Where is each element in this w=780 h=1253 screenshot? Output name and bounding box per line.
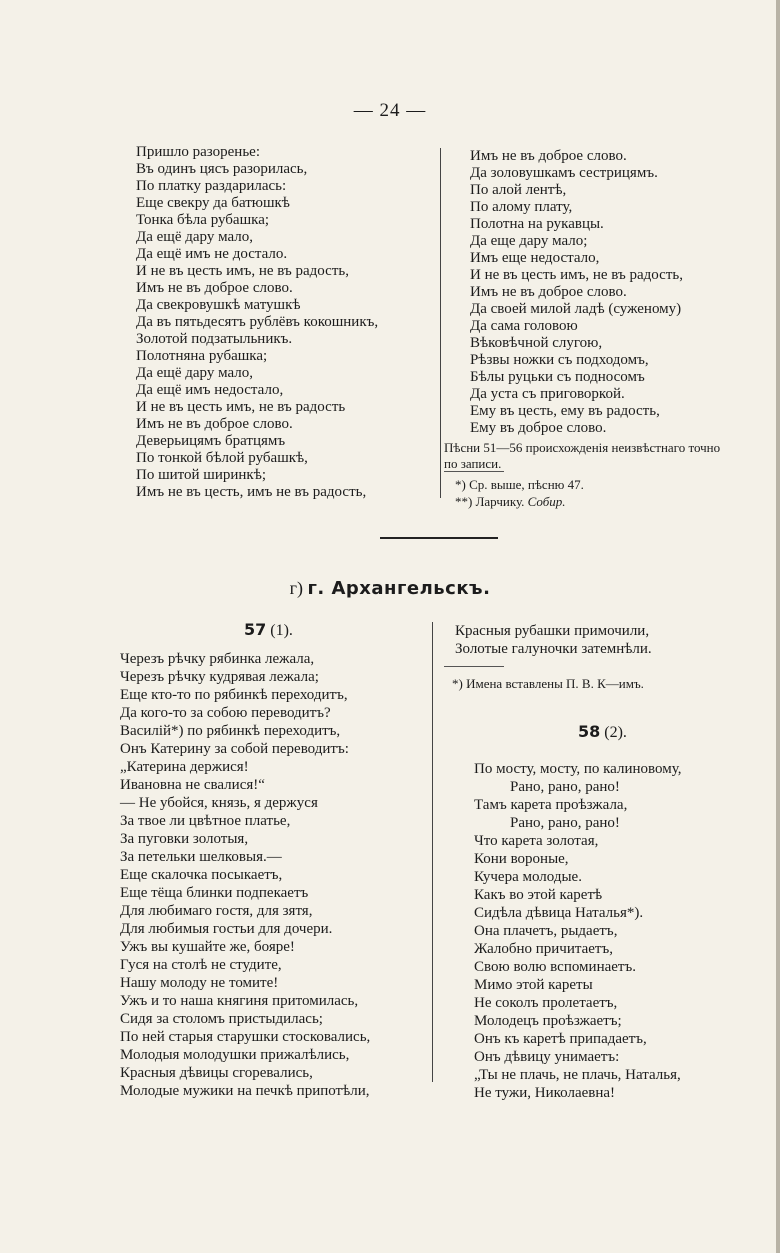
verse-line: Ужъ и то наша княгиня притомилась,: [120, 993, 359, 1009]
section-heading: [0, 578, 780, 599]
verse-line: Имъ не въ доброе слово.: [470, 148, 627, 164]
verse-line: Красныя дѣвицы сгоревались,: [120, 1065, 313, 1081]
verse-line: Полотна на рукавцы.: [470, 216, 604, 232]
verse-line: Да уста съ приговоркой.: [470, 386, 625, 402]
verse-line: Гуся на столѣ не студите,: [120, 957, 282, 973]
verse-line: „Катерина держися!: [120, 759, 249, 775]
song-number: 58: [578, 722, 601, 741]
verse-line: Да ещё дару мало,: [136, 229, 254, 245]
verse-refrain: Рано, рано, рано!: [510, 815, 620, 831]
verse-line: Да сама головою: [470, 318, 578, 334]
verse-line: Для любимаго гостя, для зятя,: [120, 903, 313, 919]
section-rule: [380, 537, 498, 539]
verse-line: По алой лентѣ,: [470, 182, 567, 198]
verse-line: По ней старыя старушки стосковались,: [120, 1029, 371, 1045]
page-number: — 24 —: [353, 100, 427, 121]
verse-line: Ему въ доброе слово.: [470, 420, 607, 436]
verse-line: Молодые мужики на печкѣ припотѣли,: [120, 1083, 370, 1099]
verse-line: Да ещё дару мало,: [136, 365, 254, 381]
footnote: [455, 493, 584, 510]
verse-line: Молодыя молодушки прижалѣлись,: [120, 1047, 350, 1063]
bottom-right-continuation: [455, 622, 652, 658]
attribution-line: Пѣсни 51—56 происхожденія неизвѣстнаго точно: [444, 440, 721, 455]
verse-line: Нашу молоду не томите!: [120, 975, 279, 991]
footnote-rule-top: [444, 471, 504, 472]
verse-line: Не тужи, Николаевна!: [474, 1085, 616, 1101]
verse-line: За твое ли цвѣтное платье,: [120, 813, 291, 829]
verse-line: Да ещё имъ недостало,: [136, 382, 284, 398]
source-attribution: [444, 440, 720, 472]
verse-line: Золотые галуночки затемнѣли.: [455, 641, 652, 657]
verse-line: Онъ дѣвицу унимаетъ:: [474, 1049, 620, 1065]
verse-line: Да золовушкамъ сестрицямъ.: [470, 165, 658, 181]
column-divider-bottom: [432, 622, 433, 1082]
verse-line: — Не убойся, князь, я держуся: [120, 795, 318, 811]
verse-line: Молодецъ проѣзжаетъ;: [474, 1013, 622, 1029]
verse-line: Что карета золотая,: [474, 833, 599, 849]
verse-line: Еще свекру да батюшкѣ: [136, 195, 290, 211]
verse-line: Онъ Катерину за собой переводитъ:: [120, 741, 349, 757]
verse-line: Имъ не въ доброе слово.: [136, 280, 293, 296]
verse-line: Имъ не въ цесть, имъ не въ радость,: [136, 484, 367, 500]
verse-line: Золотой подзатыльникъ.: [136, 331, 293, 347]
verse-line: Пришло разоренье:: [136, 144, 260, 160]
verse-refrain: Рано, рано, рано!: [510, 779, 620, 795]
section-prefix: г): [289, 578, 303, 598]
verse-line: Черезъ рѣчку кудрявая лежала;: [120, 669, 319, 685]
verse-line: За пуговки золотыя,: [120, 831, 249, 847]
song-58-text: [474, 760, 681, 1102]
top-right-column: [470, 148, 683, 437]
song-index: (1).: [270, 622, 293, 639]
verse-line: Какъ во этой каретѣ: [474, 887, 603, 903]
verse-line: Тамъ карета проѣзжала,: [474, 797, 628, 813]
verse-line: Свою волю вспоминаетъ.: [474, 959, 636, 975]
verse-line: Онъ къ каретѣ припадаетъ,: [474, 1031, 647, 1047]
verse-line: Василій*) по рябинкѣ переходитъ,: [120, 723, 341, 739]
verse-line: Еще скалочка посыкаетъ,: [120, 867, 283, 883]
verse-line: „Ты не плачь, не плачь, Наталья,: [474, 1067, 681, 1083]
column-divider-top: [440, 148, 441, 498]
attribution-line: по записи.: [444, 456, 502, 471]
footnote-abbrev: Собир.: [527, 494, 566, 509]
bottom-left-column: [120, 650, 370, 1100]
verse-line: Кони вороные,: [474, 851, 569, 867]
verse-line: Бѣлы руцьки съ подносомъ: [470, 369, 645, 385]
song-number-57: [244, 620, 293, 640]
verse-line: По платку раздарилась:: [136, 178, 287, 194]
verse-line: Жалобно причитаетъ,: [474, 941, 613, 957]
verse-line: Да своей милой ладѣ (суженому): [470, 301, 682, 317]
section-title: г. Архангельскъ.: [307, 578, 491, 599]
verse-line: Красныя рубашки примочили,: [455, 623, 650, 639]
verse-line: По мосту, мосту, по калиновому,: [474, 761, 682, 777]
verse-line: Ужъ вы кушайте же, бояре!: [120, 939, 295, 955]
verse-line: По шитой ширинкѣ;: [136, 467, 267, 483]
footnotes-top: [455, 476, 584, 510]
song-number: 57: [244, 620, 267, 639]
verse-line: Сидѣла дѣвица Наталья*).: [474, 905, 644, 921]
verse-line: Имъ не въ доброе слово.: [470, 284, 627, 300]
verse-line: Не соколъ пролетаетъ,: [474, 995, 618, 1011]
verse-line: И не въ цесть имъ, не въ радость: [136, 399, 346, 415]
footnote-rule-bottom: [444, 666, 504, 667]
verse-line: По тонкой бѣлой рубашкѣ,: [136, 450, 308, 466]
top-left-column: [136, 144, 378, 501]
page-edge-shadow: [776, 0, 780, 1253]
verse-line: Еще тёща блинки подпекаетъ: [120, 885, 309, 901]
verse-line: Да еще дару мало;: [470, 233, 588, 249]
song-index: (2).: [604, 724, 627, 741]
footnote-bottom: *) Имена вставлены П. В. К—имъ.: [452, 676, 644, 691]
verse-line: Тонка бѣла рубашка;: [136, 212, 270, 228]
verse-line: Ему въ цесть, ему въ радость,: [470, 403, 660, 419]
verse-line: Она плачетъ, рыдаетъ,: [474, 923, 618, 939]
verse-line: Для любимыя гостьи для дочери.: [120, 921, 333, 937]
verse-line: Сидя за столомъ пристыдилась;: [120, 1011, 323, 1027]
verse-line: Деверьицямъ братцямъ: [136, 433, 286, 449]
verse-line: Еще кто-то по рябинкѣ переходитъ,: [120, 687, 348, 703]
verse-line: Ивановна не свалися!“: [120, 777, 265, 793]
verse-line: Въ одинъ цясъ разорилась,: [136, 161, 308, 177]
verse-line: И не въ цесть имъ, не въ радость,: [470, 267, 683, 283]
verse-line: Да кого-то за собою переводитъ?: [120, 705, 331, 721]
footnote-text: **) Ларчику.: [455, 494, 525, 509]
verse-line: Вѣковѣчной слугою,: [470, 335, 603, 351]
verse-line: Черезъ рѣчку рябинка лежала,: [120, 651, 315, 667]
verse-line: За петельки шелковыя.—: [120, 849, 282, 865]
verse-line: Да въ пятьдесятъ рублёвъ кокошникъ,: [136, 314, 379, 330]
verse-line: Да свекровушкѣ матушкѣ: [136, 297, 301, 313]
verse-line: И не въ цесть имъ, не въ радость,: [136, 263, 349, 279]
song-number-58: [578, 722, 627, 742]
verse-line: Полотняна рубашка;: [136, 348, 268, 364]
verse-line: Имъ еще недостало,: [470, 250, 600, 266]
verse-line: По алому плату,: [470, 199, 573, 215]
verse-line: Да ещё имъ не достало.: [136, 246, 288, 262]
footnote: *) Ср. выше, пѣсню 47.: [455, 477, 584, 492]
verse-line: Имъ не въ доброе слово.: [136, 416, 293, 432]
verse-line: Кучера молодые.: [474, 869, 582, 885]
verse-line: Рѣзвы ножки съ подходомъ,: [470, 352, 649, 368]
verse-line: Мимо этой кареты: [474, 977, 593, 993]
